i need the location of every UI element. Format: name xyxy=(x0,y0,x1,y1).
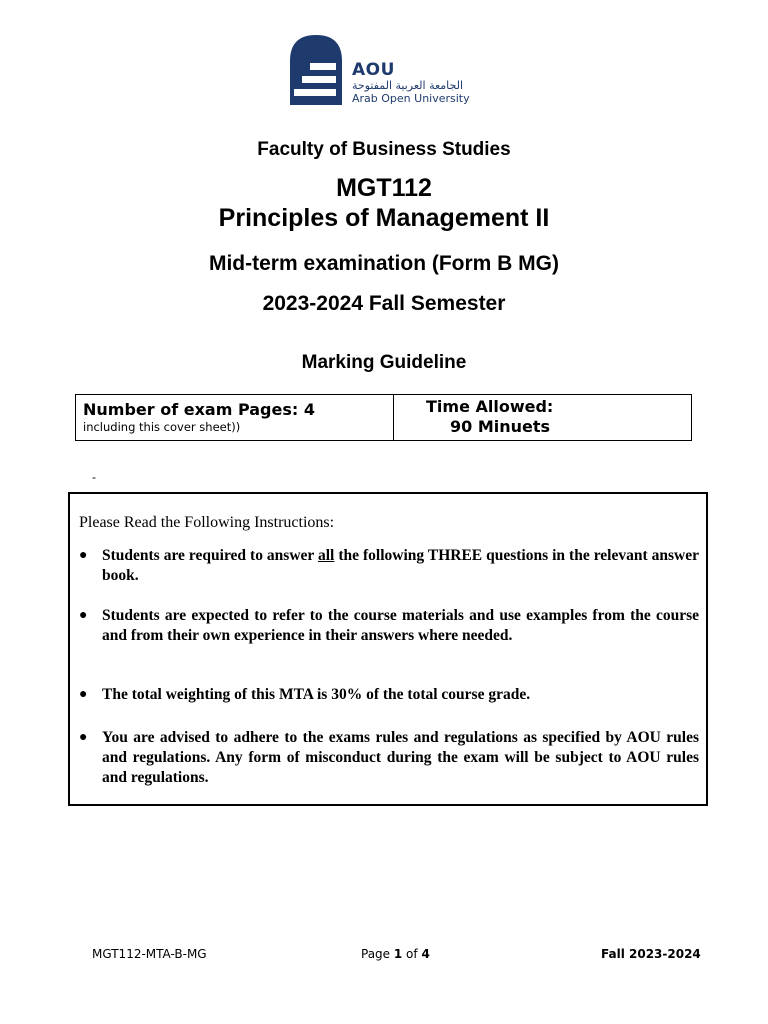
pages-note: including this cover sheet)) xyxy=(83,420,241,434)
time-cell xyxy=(426,397,553,436)
logo-arabic-name: الجامعة العربية المفتوحة xyxy=(352,79,464,92)
footer-term: Fall 2023-2024 xyxy=(601,947,701,961)
bullet-icon: ● xyxy=(79,608,88,623)
instruction-item-4 xyxy=(79,728,699,788)
footer-doc-code: MGT112-MTA-B-MG xyxy=(92,947,207,961)
pages-label: Number of exam Pages: 4 xyxy=(83,400,315,419)
bullet-icon: ● xyxy=(79,730,88,745)
aou-logo xyxy=(286,33,478,109)
instruction-item-1 xyxy=(79,546,699,586)
logo-english-name: Arab Open University xyxy=(352,92,470,105)
faculty-heading: Faculty of Business Studies xyxy=(257,139,511,160)
course-code: MGT112 xyxy=(336,174,432,202)
table-divider xyxy=(393,395,394,440)
aou-logo-mark-icon xyxy=(290,35,342,105)
instruction-text-3: The total weighting of this MTA is 30% of the total course grade. xyxy=(102,686,531,703)
bullet-icon: ● xyxy=(79,548,88,563)
instruction-item-2 xyxy=(79,606,699,646)
instruction-item-3 xyxy=(79,685,699,705)
pages-cell xyxy=(83,400,315,434)
instruction-text-2: Students are expected to refer to the course materials and use examples from the course and from their own experience in their answers where needed. xyxy=(102,607,699,644)
logo-abbreviation: AOU xyxy=(352,60,395,80)
course-title: Principles of Management II xyxy=(218,204,550,232)
instructions-intro: Please Read the Following Instructions: xyxy=(79,514,335,531)
instruction-text-4: You are advised to adhere to the exams rules and regulations as specified by AOU rules and regulations. Any form of misconduct during the exam will be subject to AOU rules and regulations. xyxy=(102,729,699,786)
time-label: Time Allowed: xyxy=(426,397,554,416)
bullet-icon: ● xyxy=(79,687,88,702)
time-value: 90 Minuets xyxy=(450,417,551,436)
document-type: Marking Guideline xyxy=(301,352,467,373)
instructions-box xyxy=(68,492,708,806)
exam-info-table xyxy=(75,394,692,441)
stray-mark: - xyxy=(92,470,96,484)
semester: 2023-2024 Fall Semester xyxy=(262,292,506,315)
footer-page-number: Page 1 of 4 xyxy=(361,947,430,961)
instruction-text-1: Students are required to answer all the following THREE questions in the relevant answer book. xyxy=(102,547,699,584)
exam-title: Mid-term examination (Form B MG) xyxy=(208,252,560,275)
